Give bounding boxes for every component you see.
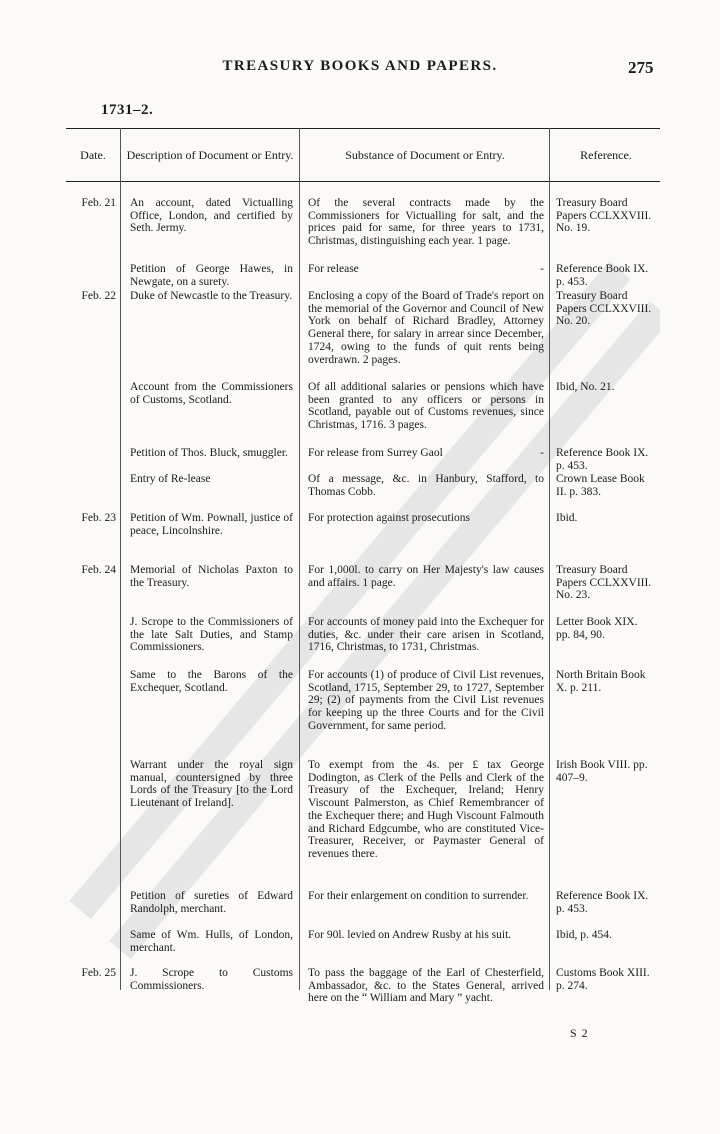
entry-description: Same of Wm. Hulls, of London, merchant.: [130, 929, 293, 954]
column-divider: [299, 128, 300, 990]
column-divider: [120, 128, 121, 990]
running-title: TREASURY BOOKS AND PAPERS.: [222, 58, 498, 74]
column-header-reference: Reference.: [580, 148, 632, 162]
entry-reference: Letter Book XIX. pp. 84, 90.: [556, 616, 638, 641]
column-header-date: Date.: [80, 148, 106, 162]
entry-substance: For release -: [308, 263, 544, 275]
entry-description: Account from the Commissioners of Customs, Scotland.: [130, 381, 293, 406]
signature-mark: S 2: [570, 1026, 589, 1040]
entry-substance: To exempt from the 4s. per £ tax George Dodington, as Clerk of the Pells and Clerk of the Treasury of the Exchequer, Ireland; Henry Viscount Palmerston, as Chief Remembrancer of the Exchequer there; and Hugh Viscount Falmouth and Richard Edgcumbe, who are constituted Vice-Treasurer, Receiver, or Paymaster General of revenues there.: [308, 759, 544, 860]
entry-date: Feb. 23: [81, 512, 116, 524]
entry-description: Same to the Barons of the Exchequer, Scotland.: [130, 669, 293, 694]
entry-description: J. Scrope to Customs Commissioners.: [130, 967, 293, 992]
entry-date: Feb. 21: [81, 197, 116, 209]
entry-substance: For release from Surrey Gaol -: [308, 447, 544, 459]
entry-date: Feb. 24: [81, 564, 116, 576]
entry-description: Memorial of Nicholas Paxton to the Treasury.: [130, 564, 293, 589]
entry-reference: Customs Book XIII. p. 274.: [556, 967, 650, 992]
entry-substance: For 1,000l. to carry on Her Majesty's law causes and affairs. 1 page.: [308, 564, 544, 589]
entry-substance: For their enlargement on condition to surrender.: [308, 890, 529, 902]
entry-description: Warrant under the royal sign manual, countersigned by three Lords of the Treasury [to the Lord Lieutenant of Ireland].: [130, 759, 293, 810]
entry-substance: For accounts (1) of produce of Civil List revenues, Scotland, 1715, September 29, to 1727, September 29; (2) of payments from the Civil List revenues for keeping up the three Courts and for the Civil Government, for same period.: [308, 669, 544, 732]
entry-date: Feb. 22: [81, 290, 116, 302]
column-header-description: Description of Document or Entry.: [126, 148, 294, 162]
entry-reference: Reference Book IX. p. 453.: [556, 447, 649, 472]
entry-reference: Ibid, p. 454.: [556, 929, 612, 941]
entry-description: J. Scrope to the Commissioners of the late Salt Duties, and Stamp Commissioners.: [130, 616, 293, 654]
entry-substance: Of a message, &c. in Hanbury, Stafford, to Thomas Cobb.: [308, 473, 544, 498]
entry-reference: Reference Book IX. p. 453.: [556, 263, 649, 288]
entry-reference: Treasury Board Papers CCLXXVIII. No. 23.: [556, 564, 652, 602]
column-divider: [549, 128, 550, 990]
column-header-substance: Substance of Document or Entry.: [345, 148, 505, 162]
entry-reference: Treasury Board Papers CCLXXVIII. No. 20.: [556, 290, 652, 328]
year-heading: 1731–2.: [101, 102, 154, 118]
entry-description: Petition of George Hawes, in Newgate, on a surety.: [130, 263, 293, 288]
entry-substance: Of the several contracts made by the Commissioners for Victualling for salt, and the prices paid for same, for three years to 1731, Christmas, distinguishing each year. 1 page.: [308, 197, 544, 248]
entry-reference: Treasury Board Papers CCLXXVIII. No. 19.: [556, 197, 652, 235]
entry-reference: Ibid, No. 21.: [556, 381, 615, 393]
entry-reference: Irish Book VIII. pp. 407–9.: [556, 759, 648, 784]
entry-date: Feb. 25: [81, 967, 116, 979]
entry-description: Duke of Newcastle to the Treasury.: [130, 290, 293, 302]
header-bottom-rule: [66, 181, 660, 182]
entry-substance: Enclosing a copy of the Board of Trade's report on the memorial of the Governor and Council of New York on behalf of Richard Bradley, Attorney General there, for salary in arrear since December, 1724, owing to the funds of quit rents being overdrawn. 2 pages.: [308, 290, 544, 366]
entry-description: Entry of Re-lease: [130, 473, 211, 485]
entry-reference: Crown Lease Book II. p. 383.: [556, 473, 645, 498]
entry-substance: Of all additional salaries or pensions which have been granted to any officers or persons in Scotland, payable out of Customs revenues, since Christmas, 1716. 3 pages.: [308, 381, 544, 432]
entry-reference: Reference Book IX. p. 453.: [556, 890, 649, 915]
entry-reference: North Britain Book X. p. 211.: [556, 669, 646, 694]
page-number: 275: [628, 58, 654, 77]
entry-substance: For 90l. levied on Andrew Rusby at his suit.: [308, 929, 512, 941]
entry-description: Petition of sureties of Edward Randolph, merchant.: [130, 890, 293, 915]
entry-description: An account, dated Victualling Office, London, and certified by Seth. Jermy.: [130, 197, 293, 235]
entry-substance: For accounts of money paid into the Exchequer for duties, &c. under their care arisen in Scotland, 1716, Christmas, to 1731, Christmas.: [308, 616, 544, 654]
entry-substance: To pass the baggage of the Earl of Chesterfield, Ambassador, &c. to the States General, arrived here on the “ William and Mary ” yacht.: [308, 967, 544, 1005]
entry-description: Petition of Wm. Pownall, justice of peace, Lincolnshire.: [130, 512, 293, 537]
entry-description: Petition of Thos. Bluck, smuggler.: [130, 447, 288, 459]
entry-reference: Ibid.: [556, 512, 578, 524]
entry-substance: For protection against prosecutions: [308, 512, 470, 524]
